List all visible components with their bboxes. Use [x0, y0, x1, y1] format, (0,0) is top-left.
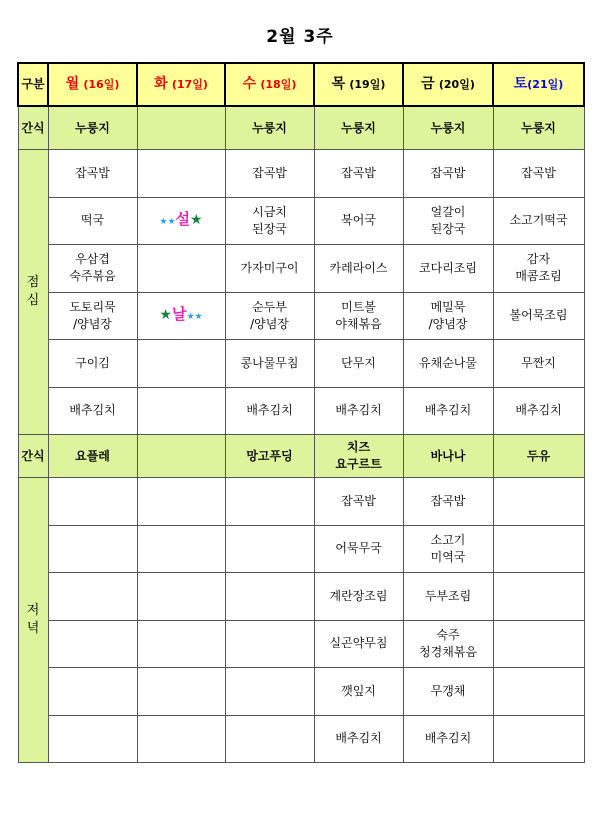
day-name: 수 [242, 76, 257, 92]
menu-cell: 콩나물무침 [225, 340, 314, 388]
menu-cell: 두유 [493, 435, 584, 478]
lunch-row [18, 292, 584, 340]
day-header [48, 63, 137, 106]
day-name: 토 [513, 76, 528, 92]
menu-cell [493, 620, 584, 668]
menu-cell: 배추김치 [48, 387, 137, 435]
menu-cell [137, 525, 225, 573]
lunch-label [18, 150, 48, 435]
menu-cell [137, 106, 225, 150]
snack-pm-row [18, 435, 584, 478]
small-star-icon: ★★ [159, 216, 176, 227]
menu-cell [48, 573, 137, 621]
dinner-row [18, 715, 584, 763]
menu-cell [493, 573, 584, 621]
menu-cell [137, 620, 225, 668]
menu-cell: 누룽지 [403, 106, 493, 150]
menu-cell: 구이김 [48, 340, 137, 388]
menu-cell: 누룽지 [48, 106, 137, 150]
snack-am-row [18, 106, 584, 150]
page-title: 2월 3주 [266, 27, 334, 47]
menu-cell [493, 478, 584, 526]
lunch-row [18, 197, 584, 245]
menu-cell: 미트볼 야채볶음 [314, 292, 403, 340]
category-header: 구분 [18, 63, 48, 106]
menu-cell [137, 435, 225, 478]
lunch-label-text: 점 심 [26, 275, 40, 308]
menu-cell [225, 525, 314, 573]
menu-cell: 바나나 [403, 435, 493, 478]
menu-cell: 코다리조림 [403, 245, 493, 293]
menu-cell: 잡곡밥 [403, 150, 493, 198]
menu-cell: 도토리묵 /양념장 [48, 292, 137, 340]
menu-cell: 무갱채 [403, 668, 493, 716]
menu-cell [137, 387, 225, 435]
menu-cell: 무짠지 [493, 340, 584, 388]
menu-cell: 요플레 [48, 435, 137, 478]
menu-cell: 소고기 미역국 [403, 525, 493, 573]
menu-cell: 얼갈이 된장국 [403, 197, 493, 245]
holiday-cell [137, 292, 225, 340]
day-name: 월 [65, 76, 80, 92]
menu-cell: 가자미구이 [225, 245, 314, 293]
menu-cell [137, 668, 225, 716]
day-date: (21일) [527, 78, 564, 91]
menu-cell: 배추김치 [314, 715, 403, 763]
menu-cell [225, 620, 314, 668]
dinner-row [18, 478, 584, 526]
small-star-icon: ★★ [186, 311, 203, 322]
menu-cell [48, 620, 137, 668]
menu-cell: 누룽지 [225, 106, 314, 150]
day-header [137, 63, 225, 106]
menu-cell [137, 340, 225, 388]
day-date: (17일) [171, 78, 208, 91]
header-row [18, 63, 584, 106]
menu-cell: 단무지 [314, 340, 403, 388]
menu-cell [493, 715, 584, 763]
menu-cell [137, 573, 225, 621]
day-name: 금 [421, 76, 435, 92]
big-star-icon: ★ [159, 306, 172, 323]
menu-cell: 숙주 청경채볶음 [403, 620, 493, 668]
dinner-label [18, 478, 48, 763]
weekly-menu-table [17, 62, 585, 763]
day-header [403, 63, 493, 106]
menu-cell: 배추김치 [493, 387, 584, 435]
day-date: (16일) [83, 78, 120, 91]
menu-cell: 누룽지 [493, 106, 584, 150]
menu-cell: 누룽지 [314, 106, 403, 150]
menu-cell: 시금치 된장국 [225, 197, 314, 245]
menu-cell [48, 668, 137, 716]
menu-cell [225, 668, 314, 716]
menu-cell: 배추김치 [403, 715, 493, 763]
menu-cell [137, 715, 225, 763]
menu-cell: 잡곡밥 [314, 478, 403, 526]
lunch-row [18, 150, 584, 198]
menu-cell: 배추김치 [225, 387, 314, 435]
menu-cell: 떡국 [48, 197, 137, 245]
menu-cell: 볼어묵조림 [493, 292, 584, 340]
day-name: 목 [331, 76, 346, 92]
dinner-row [18, 668, 584, 716]
day-date: (19일) [349, 78, 386, 91]
menu-cell [137, 478, 225, 526]
menu-cell [493, 525, 584, 573]
big-star-icon: ★ [190, 211, 203, 228]
holiday-cell [137, 197, 225, 245]
menu-cell [48, 525, 137, 573]
menu-cell [493, 668, 584, 716]
snack-label: 간식 [18, 106, 48, 150]
menu-cell: 계란장조림 [314, 573, 403, 621]
menu-cell [225, 478, 314, 526]
day-header [493, 63, 584, 106]
menu-cell: 두부조림 [403, 573, 493, 621]
menu-cell: 잡곡밥 [403, 478, 493, 526]
dinner-label-text: 저 녁 [26, 603, 40, 636]
menu-cell: 카레라이스 [314, 245, 403, 293]
menu-cell: 잡곡밥 [314, 150, 403, 198]
lunch-row [18, 340, 584, 388]
day-name: 화 [154, 76, 168, 92]
menu-cell: 실곤약무침 [314, 620, 403, 668]
menu-cell: 감자 매콤조림 [493, 245, 584, 293]
menu-cell [137, 150, 225, 198]
menu-cell: 우삼겹 숙주볶음 [48, 245, 137, 293]
menu-cell: 유채순나물 [403, 340, 493, 388]
menu-cell: 어묵무국 [314, 525, 403, 573]
dinner-row [18, 573, 584, 621]
menu-cell [48, 715, 137, 763]
day-header [225, 63, 314, 106]
menu-cell: 치즈 요구르트 [314, 435, 403, 478]
menu-cell [225, 715, 314, 763]
menu-cell: 북어국 [314, 197, 403, 245]
menu-cell: 소고기떡국 [493, 197, 584, 245]
lunch-row [18, 387, 584, 435]
menu-cell: 순두부 /양념장 [225, 292, 314, 340]
menu-cell: 깻잎지 [314, 668, 403, 716]
lunch-row [18, 245, 584, 293]
menu-cell: 잡곡밥 [493, 150, 584, 198]
day-header [314, 63, 403, 106]
day-date: (20일) [438, 78, 475, 91]
menu-cell: 망고푸딩 [225, 435, 314, 478]
holiday-char: 날 [171, 304, 187, 323]
day-date: (18일) [260, 78, 297, 91]
menu-cell: 배추김치 [314, 387, 403, 435]
snack-label: 간식 [18, 435, 48, 478]
dinner-row [18, 525, 584, 573]
holiday-char: 설 [175, 209, 191, 228]
menu-cell: 잡곡밥 [48, 150, 137, 198]
menu-cell [137, 245, 225, 293]
menu-cell: 배추김치 [403, 387, 493, 435]
dinner-row [18, 620, 584, 668]
menu-cell [48, 478, 137, 526]
menu-cell [225, 573, 314, 621]
menu-cell: 메밀묵 /양념장 [403, 292, 493, 340]
menu-cell: 잡곡밥 [225, 150, 314, 198]
